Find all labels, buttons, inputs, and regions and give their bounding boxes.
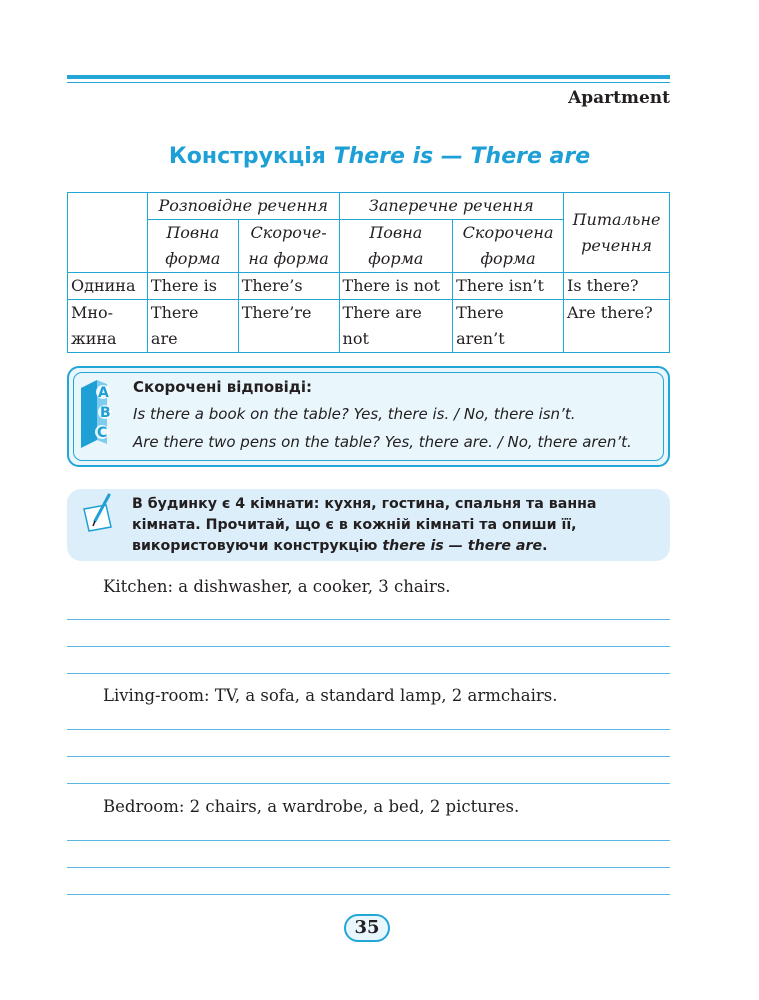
cell-full-negative [339,273,453,300]
row-label [68,273,148,300]
header-line: Повна [369,223,423,242]
cell-short-negative [453,300,564,353]
page-title-prefix: Конструкція [168,144,334,169]
header-question-line: Питальне [572,209,661,229]
short-answer-example: Are there two pens on the table? Yes, there are. / No, there aren’t. [133,433,632,451]
grammar-table [67,192,670,353]
header-line: Скороче- [250,223,327,242]
prompt-kitchen: Kitchen: a dishwasher, a cooker, 3 chairs. [103,577,451,596]
header-line: форма [165,249,221,268]
answer-line[interactable] [67,867,670,868]
answer-line[interactable] [67,673,670,674]
page-number: 35 [344,914,390,942]
cell-line: There’re [241,303,312,322]
prompt-living-room: Living-room: TV, a sofa, a standard lamp, 2 armchairs. [103,686,558,705]
table-row-plural [68,300,670,353]
cell-full-affirmative [147,300,238,353]
table-row-singular [68,273,670,300]
cell-line: Are there? [567,303,653,322]
short-answers-box [67,366,670,467]
cell-question [564,273,670,300]
short-answer-example: Is there a book on the table? Yes, there is. / No, there isn’t. [133,405,576,423]
answer-line[interactable] [67,729,670,730]
cell-line: not [342,329,369,348]
cell-line: жина [71,329,117,348]
task-instructions [132,494,662,557]
cell-line: There [456,303,504,322]
cell-line: There is not [342,276,440,295]
header-short-form-negative [453,220,564,273]
answer-line[interactable] [67,894,670,895]
cell-line: There are [342,303,422,322]
header-negative: Заперечне речення [339,193,563,220]
corner-cell [68,193,148,273]
cell-question [564,300,670,353]
cell-line: Однина [71,276,136,295]
cell-line: There is [150,276,217,295]
page-title-emphasis: There is — There are [333,144,591,169]
task-text-end: . [542,538,548,554]
cell-line: aren’t [456,329,505,348]
header-question-line: речення [581,235,652,255]
cell-line: There [150,303,199,322]
header-line: Повна [166,223,220,242]
answer-line[interactable] [67,646,670,647]
cell-line: There isn’t [456,276,544,295]
header-short-form-affirmative [238,220,339,273]
abc-book-icon [77,378,113,450]
letter-b: B [100,405,111,421]
prompt-bedroom: Bedroom: 2 chairs, a wardrobe, a bed, 2 pictures. [103,797,520,816]
page-title [0,144,759,169]
pencil-icon [81,493,115,533]
header-line: на форма [248,249,329,268]
task-box [67,489,670,561]
cell-line: Is there? [567,276,639,295]
header-question [564,193,670,273]
short-answers-title: Скорочені відповіді: [133,378,313,396]
header-full-form-negative [339,220,453,273]
cell-full-affirmative [147,273,238,300]
letter-a: A [98,385,109,401]
header-line: форма [480,249,536,268]
cell-short-negative [453,273,564,300]
header-affirmative: Розповідне речення [147,193,339,220]
cell-line: There’s [241,276,303,295]
header-line: форма [368,249,424,268]
answer-line[interactable] [67,619,670,620]
answer-line[interactable] [67,840,670,841]
cell-short-affirmative [238,300,339,353]
header-full-form-affirmative [147,220,238,273]
task-text-emphasis: there is — there are [382,538,543,554]
section-title: Apartment [568,88,670,108]
header-line: Скорочена [462,223,554,242]
cell-full-negative [339,300,453,353]
row-label [68,300,148,353]
answer-line[interactable] [67,783,670,784]
header-rule-thin [67,82,670,83]
letter-c: C [97,425,108,441]
cell-line: are [150,329,178,348]
task-text-main: В будинку є 4 кімнати: кухня, гостина, спальня та ванна кімната. Прочитай, що є в кожній кімнаті та опиши її, використовуючи конструкцію [132,496,597,554]
cell-line: Мно- [71,303,114,322]
cell-short-affirmative [238,273,339,300]
answer-line[interactable] [67,756,670,757]
header-rule-thick [67,75,670,79]
book-cover [81,380,97,448]
